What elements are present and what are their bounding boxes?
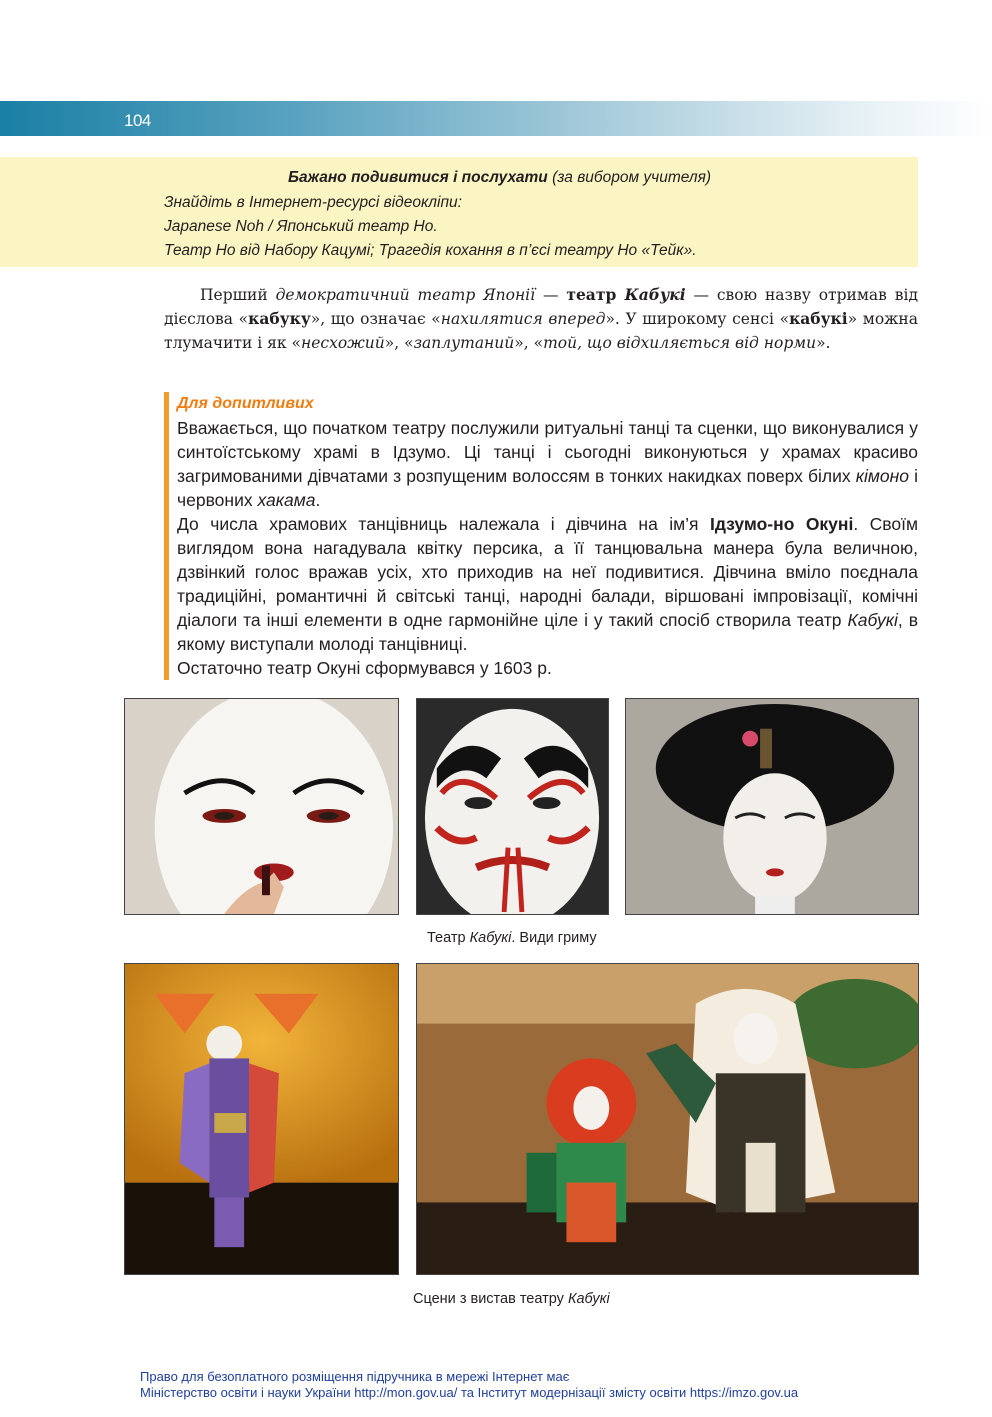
- kabuki-makeup-photo-2: [416, 698, 609, 915]
- page-number: 104: [124, 111, 151, 130]
- curious-sidebar: [164, 392, 918, 680]
- footer-line-2: Міністерство освіти і науки України http://mon.gov.ua/ та Інститут модернізації змісту освіти https://imzo.gov.ua: [140, 1385, 799, 1400]
- curious-title: Для допитливих: [177, 395, 314, 412]
- kabuki-makeup-photo-3: [625, 698, 919, 915]
- watch-suggestion-box: [0, 157, 918, 267]
- kabuki-scene-photo-2: [416, 963, 919, 1275]
- main-paragraph: Перший демократичний театр Японії — театр Кабукі — свою назву отримав від дієслова «кабуку», що означає «нахилятися вперед». У широкому сенсі «кабукі» можна тлумачити і як «несхожий», «заплутаний», «той, що відхиляється від норми».: [164, 285, 919, 352]
- curious-paragraph: Остаточно театр Окуні сформувався у 1603 р.: [177, 658, 552, 678]
- curious-paragraph: Вважається, що початком театру послужили ритуальні танці та сценки, що виконувалися у синтоїстському храмі в Ідзумо. Ці танці і сьогодні виконуються у храмах красиво загримованими дівчатами з розпущеним волоссям в тонких накидках поверх білих кімоно і червоних хакама.: [177, 418, 919, 510]
- watch-box-line: Театр Но від Набору Кацумі; Трагедія кохання в п’єсі театру Но «Тейк».: [164, 242, 697, 259]
- curious-paragraph: До числа храмових танцівниць належала і дівчина на ім’я Ідзумо-но Окуні. Своїм виглядом вона нагадувала квітку персика, а її танцювальна манера була величною, дзвінкий голос вражав усіх, хто приходив на неї подивитися. Дівчина вміло поєднала традиційні, романтичні й світські танці, народні балади, віршовані імпровізації, комічні діалоги та інші елементи в одне гармонійне ціле і у такий спосіб створила театр Кабукі, в якому виступали молоді танцівниці.: [177, 514, 919, 654]
- scenes-caption: Сцени з вистав театру Кабукі: [413, 1291, 610, 1307]
- watch-box-title: Бажано подивитися і послухати (за вибором учителя): [288, 169, 712, 186]
- kabuki-scene-photo-1: [124, 963, 399, 1275]
- kabuki-makeup-photo-1: [124, 698, 399, 915]
- footer-line-1: Право для безоплатного розміщення підручника в мережі Інтернет має: [140, 1369, 570, 1384]
- watch-box-line: Знайдіть в Інтернет-ресурсі відеокліпи:: [164, 194, 462, 211]
- watch-box-line: Japanese Noh / Японський театр Но.: [164, 218, 438, 235]
- makeup-caption: Театр Кабукі. Види гриму: [427, 930, 597, 946]
